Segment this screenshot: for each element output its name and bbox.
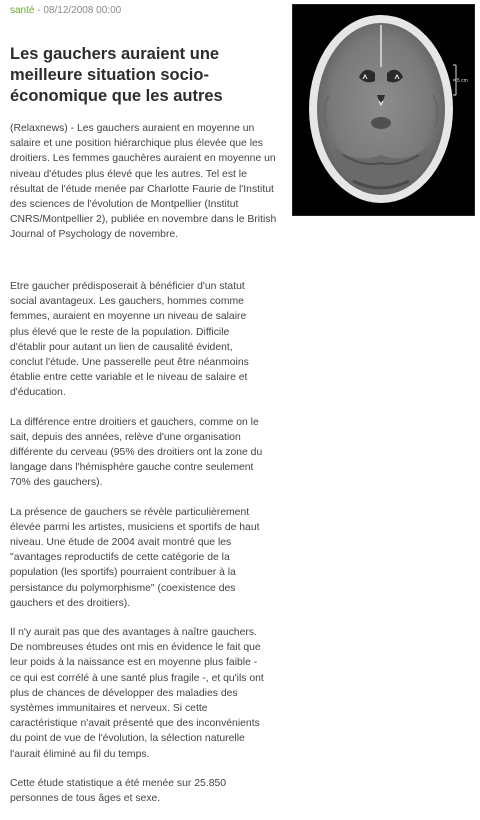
body-paragraph: Cette étude statistique a été menée sur 25.850 personnes de tous âges et sexe. <box>10 777 227 805</box>
category-label[interactable]: santé <box>10 5 35 16</box>
article-meta <box>10 5 121 16</box>
body-paragraph: La présence de gauchers se révèle particulièrement élevée parmi les artistes, musiciens et sportifs de haut niveau. Une étude de 2004 avait montré que les "avantages reproductifs de cette catégorie de la population (les sportifs) pourraient contribuer à la persistance du polymorphisme" (coexistence des gauchers et des droitiers). <box>10 506 260 609</box>
article-title: Les gauchers auraient une meilleure situation socio-économique que les autres <box>10 45 223 105</box>
body-paragraph: La différence entre droitiers et gauchers, comme on le sait, depuis des années, relève d'une organisation différente du cerveau (95% des droitiers ont la zone du langage dans l'hémisphère gauche contre seulement 70% des gauchers). <box>10 416 263 489</box>
meta-separator: - <box>37 5 44 16</box>
publish-date: 08/12/2008 00:00 <box>43 5 122 16</box>
article-lead: (Relaxnews) - Les gauchers auraient en moyenne un salaire et une position hiérarchique plus élevée que les droitiers. Les femmes gauchères auraient en moyenne un niveau d'études plus élevé que les autres. Tel est le résultat de l'étude menée par Charlotte Faurie de l'Institut des sciences de l'évolution de Montpellier (Institut CNRS/Montpellier 2), publiée en novembre dans le British Journal of Psychology de novembre. <box>10 123 277 241</box>
ct-scan-graphic <box>293 5 474 215</box>
article-body <box>10 279 268 820</box>
body-paragraph: Etre gaucher prédisposerait à bénéficier d'un statut social avantageux. Les gauchers, hommes comme femmes, auraient en moyenne un niveau de salaire plus élevé que le reste de la population. Difficile d'établir pour autant un lien de causalité évident, conclut l'étude. Une passerelle peut être néanmoins établie entre cette variable et le niveau de salaire et d'éducation. <box>10 281 249 399</box>
brain-ct-scan-image <box>292 4 475 216</box>
scale-label: 5 cm <box>457 78 468 84</box>
body-paragraph: Il n'y aurait pas que des avantages à naître gauchers. De nombreuses études ont mis en évidence le fait que leur poids à la naissance est en moyenne plus faible - ce qui est corrélé à une santé plus fragile -, et qu'ils ont plus de chances de développer des maladies des systèmes immunitaires et nerveux. Si cette caractéristique n'avait présenté que des inconvénients du point de vue de l'évolution, la sélection naturelle l'aurait éliminé au fil du temps. <box>10 627 264 760</box>
